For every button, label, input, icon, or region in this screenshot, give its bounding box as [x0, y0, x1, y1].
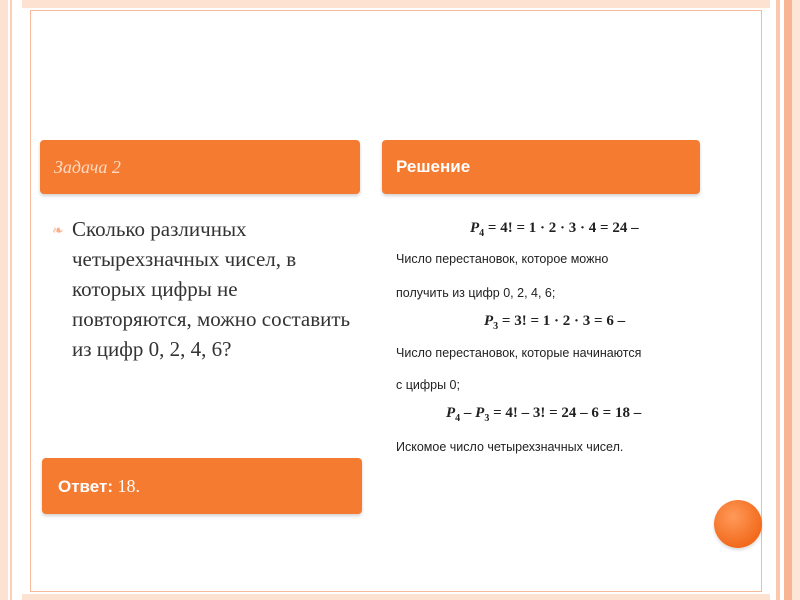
answer-box [42, 458, 362, 514]
solution-title: Решение [396, 157, 471, 176]
solution-line-2: получить из цифр 0, 2, 4, 6; [396, 286, 556, 300]
formula-p3 [484, 313, 625, 332]
frame-left-border [0, 0, 22, 600]
solution-header [382, 140, 700, 194]
task-question: Сколько различных четырехзначных чисел, в которых цифры не повторяются, можно составить из цифр 0, 2, 4, 6? [72, 217, 351, 361]
solution-line-4: с цифры 0; [396, 378, 460, 392]
answer-value: 18. [113, 475, 140, 496]
formula-p4-symbol: P [470, 220, 480, 236]
formula-p4 [470, 220, 639, 239]
task-title: Задача 2 [54, 156, 121, 177]
formula-diff-b-symbol: P [475, 405, 485, 421]
task-header [40, 140, 360, 194]
decorative-circle [714, 500, 762, 548]
formula-diff-b-subscript: 3 [484, 413, 490, 424]
bullet-icon: ❧ [52, 224, 64, 239]
frame-inner-line-right [761, 10, 762, 592]
frame-right-border [770, 0, 800, 600]
frame-inner-line-bottom [30, 591, 762, 592]
formula-diff-a-symbol: P [446, 405, 456, 421]
solution-line-5: Искомое число четырехзначных чисел. [396, 440, 624, 454]
formula-diff-rhs: = 4! – 3! = 24 – 6 = 18 – [489, 405, 642, 421]
solution-line-1: Число перестановок, которое можно [396, 252, 609, 266]
frame-bottom-border [22, 594, 770, 600]
formula-p4-subscript: 4 [479, 228, 485, 239]
formula-diff-minus: – [460, 405, 476, 421]
formula-p3-subscript: 3 [493, 321, 499, 332]
frame-inner-line-top [30, 10, 762, 11]
formula-p3-symbol: P [484, 313, 494, 329]
frame-top-border [22, 0, 770, 8]
answer-text [58, 476, 140, 497]
formula-p3-rhs: = 3! = 1 · 2 · 3 = 6 – [498, 313, 626, 329]
formula-p4-rhs: = 4! = 1 · 2 · 3 · 4 = 24 – [484, 220, 639, 236]
formula-diff-a-subscript: 4 [455, 413, 461, 424]
frame-inner-line-left [30, 10, 31, 592]
answer-label: Ответ: [58, 476, 113, 496]
solution-line-3: Число перестановок, которые начинаются [396, 346, 642, 360]
formula-difference [446, 405, 641, 424]
